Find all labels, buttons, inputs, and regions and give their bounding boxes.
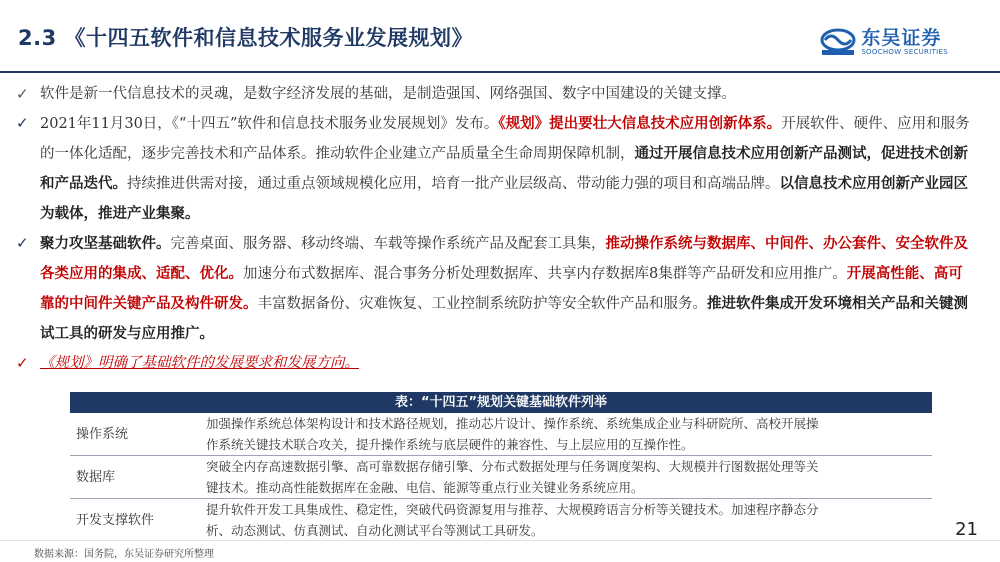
- soochow-logo-icon: [819, 28, 857, 56]
- row-category: 数据库: [76, 469, 116, 485]
- bullet-item-2: [16, 109, 976, 229]
- bullet-text: 加速分布式数据库、混合事务分析处理数据库、共享内存数据库8集群等产品研发和应用推广。: [243, 266, 847, 282]
- bullet-text: 软件是新一代信息技术的灵魂，是数字经济发展的基础，是制造强国、网络强国、数字中国建设的关键支撑。: [40, 86, 736, 102]
- page-title: 2.3 《十四五软件和信息技术服务业发展规划》: [18, 26, 474, 50]
- bullet-text: 2021年11月30日，《“十四五”软件和信息技术服务业发展规划》发布。: [40, 116, 499, 132]
- table-row: [70, 499, 932, 542]
- table-row: [70, 413, 932, 456]
- bullet-item-3: [16, 229, 976, 349]
- highlight-text: 推动操作系统与数据库、中间件、办公套件、安全软件及各类应用的集成、适配、优化。: [40, 235, 968, 282]
- bold-text: 以信息技术应用创新产业园区为载体，推进产业集聚。: [40, 175, 968, 222]
- bold-text: 推进软件集成开发环境相关产品和关键测试工具的研发与应用推广。: [40, 295, 968, 342]
- highlight-text: 《规划》提出要壮大信息技术应用创新体系。: [498, 115, 782, 132]
- check-icon: ✓: [16, 354, 29, 372]
- bold-text: 通过开展信息技术应用创新产品测试，促进技术创新和产品迭代。: [40, 145, 968, 192]
- bullet-list: [16, 80, 976, 378]
- brand-logo: [819, 28, 948, 56]
- desc-line: 键技术。推动高性能数据库在金融、电信、能源等重点行业关键业务系统应用。: [206, 480, 644, 495]
- row-description: [198, 499, 932, 542]
- title-divider: [0, 71, 1000, 73]
- table-caption: 表：“十四五”规划关键基础软件列举: [70, 392, 932, 413]
- bullet-text: 完善桌面、服务器、移动终端、车载等操作系统产品及配套工具集，: [170, 236, 606, 252]
- logo-en-text: SOOCHOW SECURITIES: [861, 48, 948, 56]
- logo-cn-text: 东吴证券: [861, 27, 942, 49]
- key-software-table: [70, 392, 932, 541]
- table-body: [70, 413, 932, 541]
- desc-line: 加强操作系统总体架构设计和技术路径规划，推动芯片设计、操作系统、系统集成企业与科研院所、高校开展操: [206, 416, 819, 431]
- table-row: [70, 456, 932, 499]
- desc-line: 作系统关键技术联合攻关，提升操作系统与底层硬件的兼容性、与上层应用的互操作性。: [206, 437, 694, 452]
- bullet-text: 持续推进供需对接，通过重点领域规模化应用，培育一批产业层级高、带动能力强的项目和高端品牌。: [127, 176, 780, 192]
- page-number: 21: [955, 519, 978, 540]
- desc-line: 提升软件开发工具集成性、稳定性，突破代码资源复用与推荐、大规模跨语言分析等关键技术。加速程序静态分: [206, 502, 819, 517]
- check-icon: ✓: [16, 114, 29, 132]
- check-icon: ✓: [16, 85, 29, 103]
- desc-line: 析、动态测试、仿真测试、自动化测试平台等测试工具研发。: [206, 523, 544, 538]
- bold-text: 聚力攻坚基础软件。: [40, 235, 171, 252]
- footer-divider: [0, 540, 1000, 541]
- row-description: [198, 413, 932, 456]
- bullet-item-1: [16, 80, 976, 109]
- conclusion-text: 《规划》明确了基础软件的发展要求和发展方向。: [40, 355, 359, 371]
- row-category: 开发支撑软件: [76, 512, 155, 528]
- desc-line: 突破全内存高速数据引擎、高可靠数据存储引擎、分布式数据处理与任务调度架构、大规模并行图数据处理等关: [206, 459, 819, 474]
- bullet-text: 开展软件、硬件、应用和服务的一体化适配，逐步完善技术和产品体系。推动软件企业建立产品质量全生命周期保障机制，: [40, 116, 970, 162]
- row-category: 操作系统: [76, 426, 129, 442]
- highlight-text: 开展高性能、高可靠的中间件关键产品及构件研发。: [40, 265, 963, 312]
- bullet-text: 丰富数据备份、灾难恢复、工业控制系统防护等安全软件产品和服务。: [257, 296, 707, 312]
- check-icon: ✓: [16, 234, 29, 252]
- row-description: [198, 456, 932, 499]
- source-note: 数据来源：国务院，东吴证券研究所整理: [34, 549, 214, 560]
- bullet-item-4: [16, 349, 976, 378]
